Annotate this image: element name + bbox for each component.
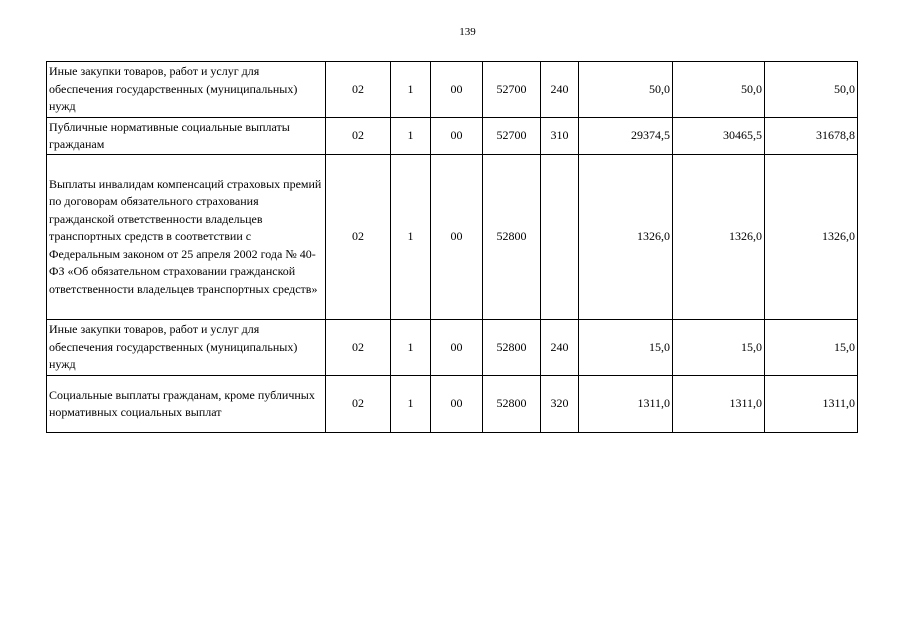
row-description: Выплаты инвалидам компенсаций страховых премий по договорам обязательного страхования гражданской ответственности владельцев транспортных средств в соответствии с Федеральным законом от 25 апреля 2002 года № 40-ФЗ «Об обязательном страховании гражданской ответственности владельцев транспортных средств» <box>47 155 326 320</box>
row-description: Социальные выплаты гражданам, кроме публичных нормативных социальных выплат <box>47 376 326 433</box>
amount-year-2: 1311,0 <box>673 376 765 433</box>
table-row <box>47 62 858 118</box>
table-row <box>47 118 858 155</box>
subprogram-code: 00 <box>431 376 483 433</box>
amount-year-1: 15,0 <box>579 320 673 376</box>
program-code: 1 <box>391 118 431 155</box>
amount-year-3: 1311,0 <box>765 376 858 433</box>
amount-year-1: 1326,0 <box>579 155 673 320</box>
row-description: Публичные нормативные социальные выплаты гражданам <box>47 118 326 155</box>
expense-type-code: 310 <box>541 118 579 155</box>
section-code: 02 <box>326 155 391 320</box>
target-article-code: 52800 <box>483 376 541 433</box>
program-code: 1 <box>391 320 431 376</box>
amount-year-3: 15,0 <box>765 320 858 376</box>
amount-year-3: 31678,8 <box>765 118 858 155</box>
page-number: 139 <box>459 26 476 38</box>
expense-type-code <box>541 155 579 320</box>
program-code: 1 <box>391 376 431 433</box>
program-code: 1 <box>391 62 431 118</box>
section-code: 02 <box>326 376 391 433</box>
table-row <box>47 155 858 320</box>
amount-year-2: 50,0 <box>673 62 765 118</box>
amount-year-2: 1326,0 <box>673 155 765 320</box>
amount-year-2: 15,0 <box>673 320 765 376</box>
subprogram-code: 00 <box>431 320 483 376</box>
section-code: 02 <box>326 62 391 118</box>
program-code: 1 <box>391 155 431 320</box>
budget-table <box>46 61 858 433</box>
section-code: 02 <box>326 118 391 155</box>
amount-year-1: 50,0 <box>579 62 673 118</box>
table-row <box>47 320 858 376</box>
amount-year-1: 29374,5 <box>579 118 673 155</box>
target-article-code: 52800 <box>483 155 541 320</box>
amount-year-3: 50,0 <box>765 62 858 118</box>
amount-year-1: 1311,0 <box>579 376 673 433</box>
row-description: Иные закупки товаров, работ и услуг для обеспечения государственных (муниципальных) нужд <box>47 62 326 118</box>
target-article-code: 52800 <box>483 320 541 376</box>
expense-type-code: 240 <box>541 320 579 376</box>
row-description: Иные закупки товаров, работ и услуг для обеспечения государственных (муниципальных) нужд <box>47 320 326 376</box>
expense-type-code: 240 <box>541 62 579 118</box>
amount-year-2: 30465,5 <box>673 118 765 155</box>
subprogram-code: 00 <box>431 118 483 155</box>
subprogram-code: 00 <box>431 155 483 320</box>
amount-year-3: 1326,0 <box>765 155 858 320</box>
expense-type-code: 320 <box>541 376 579 433</box>
target-article-code: 52700 <box>483 62 541 118</box>
section-code: 02 <box>326 320 391 376</box>
subprogram-code: 00 <box>431 62 483 118</box>
table-row <box>47 376 858 433</box>
target-article-code: 52700 <box>483 118 541 155</box>
